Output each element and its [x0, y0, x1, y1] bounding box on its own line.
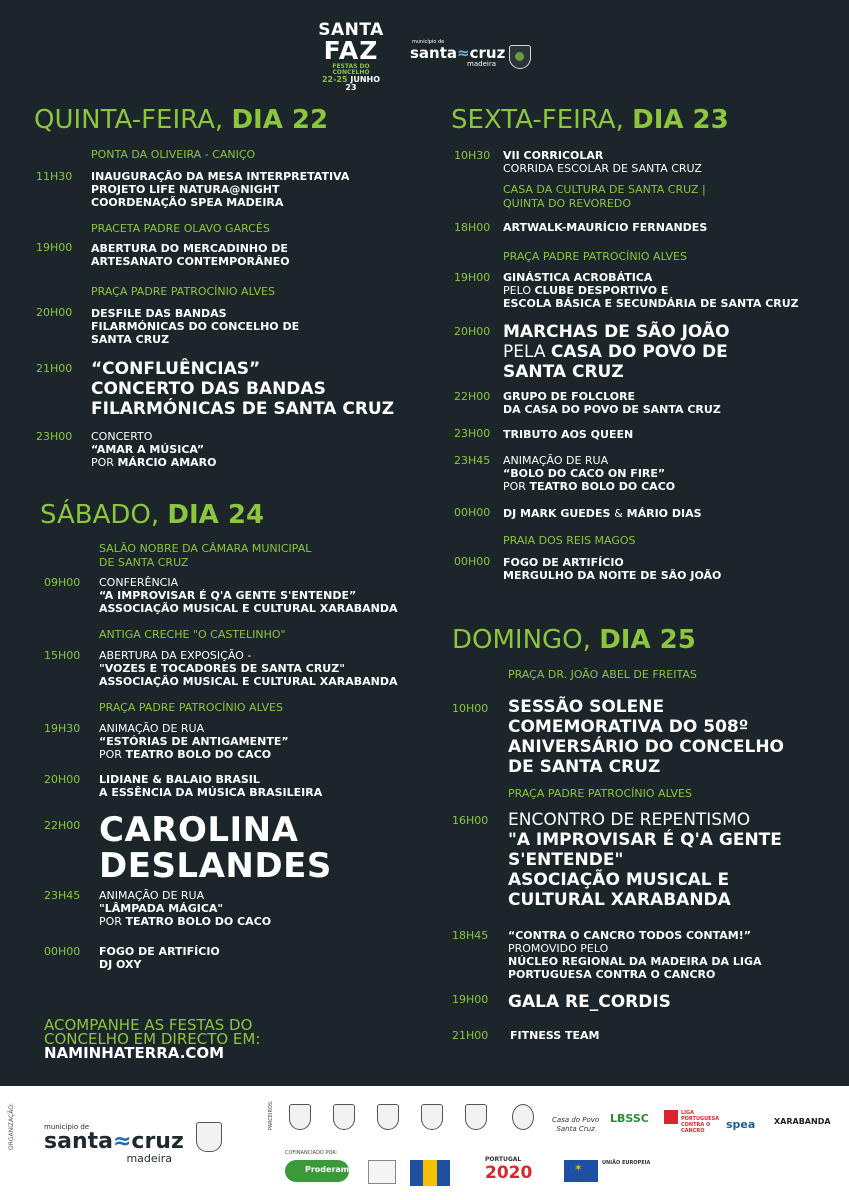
friday-event-4	[503, 322, 730, 382]
friday-event-4-d: SANTA CRUZ	[503, 362, 624, 382]
partners-label: PARCEIROS:	[268, 1100, 274, 1130]
friday-event-8-a: DJ MARK GUEDES	[503, 507, 611, 520]
logo-month: JUNHO	[350, 75, 381, 84]
coat-of-arms-icon	[509, 45, 531, 69]
muni-region: madeira	[467, 60, 496, 68]
saturday-time-7: 00H00	[44, 945, 81, 958]
saturday-event-6-c: POR	[99, 915, 122, 928]
saturday-event-3-c: POR	[99, 748, 122, 761]
logo-date	[316, 76, 386, 92]
footer-municipality-logo	[44, 1123, 184, 1165]
saturday-time-5: 22H00	[44, 819, 81, 832]
saturday-event-1-a: CONFERÊNCIA	[99, 576, 179, 589]
friday-event-7-c: POR	[503, 480, 526, 493]
sunday-title-a: DOMINGO,	[452, 625, 591, 655]
waves-icon: ≈	[457, 44, 470, 62]
madeira-flag-icon	[410, 1160, 450, 1186]
thursday-time-4: 21H00	[36, 362, 73, 375]
friday-event-3-b: PELO	[503, 284, 531, 297]
thursday-event-2: ABERTURA DO MERCADINHO DE ARTESANATO CONTEMPORÂNEO	[91, 242, 290, 268]
partner-xarabanda: XARABANDA	[774, 1117, 831, 1126]
saturday-event-6-a: ANIMAÇÃO DE RUA	[99, 889, 205, 902]
friday-time-8: 00H00	[454, 506, 491, 519]
liga-cancro-icon	[664, 1110, 678, 1124]
thursday-event-5-c: POR	[91, 456, 114, 469]
eu-flag-icon: ✶	[564, 1160, 598, 1182]
friday-location-2: PRAÇA PADRE PATROCÍNIO ALVES	[503, 250, 687, 263]
partner-crest-4-icon	[421, 1104, 443, 1130]
thursday-location-1: PONTA DA OLIVEIRA - CANIÇO	[91, 148, 256, 161]
saturday-event-4: LIDIANE & BALAIO BRASIL A ESSÊNCIA DA MÚSICA BRASILEIRA	[99, 773, 323, 799]
sunday-time-4: 19H00	[452, 993, 489, 1006]
footer-muni-small: município de	[44, 1123, 90, 1131]
thursday-time-1: 11H30	[36, 170, 73, 183]
sunday-event-2-b: "A IMPROVISAR É Q'A GENTE S'ENTENDE" ASOCIAÇÃO MUSICAL E CULTURAL XARABANDA	[508, 830, 782, 910]
friday-event-7-b: “BOLO DO CACO ON FIRE”	[503, 467, 666, 480]
friday-location-3: PRAIA DOS REIS MAGOS	[503, 534, 636, 547]
saturday-event-6	[99, 889, 271, 928]
friday-event-3-a: GINÁSTICA ACROBÁTICA	[503, 271, 653, 284]
saturday-location-3: PRAÇA PADRE PATROCÍNIO ALVES	[99, 701, 283, 714]
friday-event-3-d: ESCOLA BÁSICA E SECUNDÁRIA DE SANTA CRUZ	[503, 297, 799, 310]
follow-text: ACOMPANHE AS FESTAS DO CONCELHO EM DIRECTO EM:	[44, 1016, 261, 1048]
sunday-location-1: PRAÇA DR. JOÃO ABEL DE FREITAS	[508, 668, 697, 681]
thursday-event-5-d: MÁRCIO AMARO	[117, 456, 217, 469]
saturday-event-7: FOGO DE ARTIFÍCIO DJ OXY	[99, 945, 220, 971]
thursday-event-1: INAUGURAÇÃO DA MESA INTERPRETATIVA PROJETO LIFE NATURA@NIGHT COORDENAÇÃO SPEA MADEIRA	[91, 170, 350, 209]
friday-event-1	[503, 149, 702, 175]
partner-crest-3-icon	[377, 1104, 399, 1130]
friday-time-6: 23H00	[454, 427, 491, 440]
friday-event-8	[503, 507, 702, 520]
sunday-event-3	[508, 929, 762, 981]
friday-event-7-a: ANIMAÇÃO DE RUA	[503, 454, 609, 467]
partner-casa-povo-b: Santa Cruz	[556, 1125, 595, 1133]
thursday-event-5	[91, 430, 217, 469]
partner-lbssc: LBSSC	[610, 1112, 649, 1125]
friday-event-9: FOGO DE ARTIFÍCIO MERGULHO DA NOITE DE SÃO JOÃO	[503, 556, 722, 582]
footer-muni-name-a: santa	[44, 1129, 113, 1154]
partner-spea: spea	[726, 1118, 756, 1131]
friday-event-4-a: MARCHAS DE SÃO JOÃO	[503, 322, 730, 342]
friday-time-2: 18H00	[454, 221, 491, 234]
footer-muni-name	[44, 1129, 184, 1154]
friday-time-1: 10H30	[454, 149, 491, 162]
saturday-event-3-b: “ESTÓRIAS DE ANTIGAMENTE”	[99, 735, 289, 748]
friday-title-b: DIA 23	[632, 105, 729, 135]
thursday-time-5: 23H00	[36, 430, 73, 443]
saturday-time-2: 15H00	[44, 649, 81, 662]
sunday-time-3: 18H45	[452, 929, 489, 942]
saturday-time-4: 20H00	[44, 773, 81, 786]
friday-event-8-c: MÁRIO DIAS	[626, 507, 702, 520]
sunday-event-3-b: PROMOVIDO PELO	[508, 942, 609, 955]
muni-name-a: santa	[410, 44, 458, 62]
saturday-title-a: SÁBADO,	[40, 500, 160, 530]
thursday-event-3: DESFILE DAS BANDAS FILARMÓNICAS DO CONCELHO DE SANTA CRUZ	[91, 307, 300, 346]
friday-location-1: CASA DA CULTURA DE SANTA CRUZ | QUINTA DO REVOREDO	[503, 183, 706, 210]
sunday-time-5: 21H00	[452, 1029, 489, 1042]
saturday-time-6: 23H45	[44, 889, 81, 902]
portugal-2020-logo	[465, 1156, 551, 1186]
logo-line2: FAZ	[323, 36, 379, 65]
saturday-event-2	[99, 649, 398, 688]
logo-date-range: 22-25	[321, 75, 348, 84]
saturday-title-b: DIA 24	[167, 500, 265, 530]
saturday-event-2-b: "VOZES E TOCADORES DE SANTA CRUZ" ASSOCIAÇÃO MUSICAL E CULTURAL XARABANDA	[99, 662, 398, 688]
sunday-event-1: SESSÃO SOLENE COMEMORATIVA DO 508º ANIVERSÁRIO DO CONCELHO DE SANTA CRUZ	[508, 697, 784, 777]
footer-muni-region: madeira	[126, 1152, 172, 1165]
portugal-text: PORTUGAL	[485, 1156, 522, 1163]
logo-line3: FESTAS DO CONCELHO	[332, 63, 370, 76]
footer-muni-name-b: cruz	[131, 1129, 184, 1154]
friday-time-9: 00H00	[454, 555, 491, 568]
saturday-event-3-d: TEATRO BOLO DO CACO	[125, 748, 272, 761]
friday-event-1-a: VII CORRICOLAR	[503, 149, 604, 162]
sunday-title	[452, 627, 696, 653]
festival-logo	[316, 22, 386, 92]
2020-text: 2020	[485, 1163, 533, 1183]
saturday-event-6-b: "LÂMPADA MÁGICA"	[99, 902, 224, 915]
friday-event-8-b: &	[614, 507, 623, 520]
saturday-title	[40, 502, 264, 528]
thursday-location-3: PRAÇA PADRE PATROCÍNIO ALVES	[91, 285, 275, 298]
muni-small-label: município de	[412, 39, 445, 45]
friday-event-4-c: CASA DO POVO DE	[550, 342, 728, 362]
partner-crest-2-icon	[333, 1104, 355, 1130]
friday-title	[451, 107, 729, 133]
friday-event-3	[503, 271, 799, 310]
sunday-event-5: FITNESS TEAM	[510, 1029, 600, 1042]
saturday-time-1: 09H00	[44, 576, 81, 589]
saturday-event-2-a: ABERTURA DA EXPOSIÇÃO -	[99, 649, 252, 662]
sunday-title-b: DIA 25	[599, 625, 696, 655]
thursday-location-2: PRACETA PADRE OLAVO GARCÊS	[91, 222, 270, 235]
partner-seal-icon	[512, 1104, 534, 1130]
municipality-logo	[410, 39, 506, 68]
sunday-event-2-a: ENCONTRO DE REPENTISMO	[508, 810, 751, 830]
friday-event-6: TRIBUTO AOS QUEEN	[503, 428, 634, 441]
waves-icon: ≈	[112, 1129, 132, 1154]
thursday-event-5-a: CONCERTO	[91, 430, 153, 443]
friday-time-4: 20H00	[454, 325, 491, 338]
thursday-title-b: DIA 22	[231, 105, 329, 135]
muni-name-b: cruz	[469, 44, 506, 62]
friday-event-4-b: PELA	[503, 342, 546, 362]
partner-crest-5-icon	[465, 1104, 487, 1130]
friday-event-3-c: CLUBE DESPORTIVO E	[534, 284, 669, 297]
saturday-event-1	[99, 576, 398, 615]
saturday-location-2: ANTIGA CRECHE "O CASTELINHO"	[99, 628, 286, 641]
thursday-time-2: 19H00	[36, 241, 73, 254]
friday-time-5: 22H00	[454, 390, 491, 403]
organization-label: ORGANIZAÇÃO:	[8, 1103, 15, 1150]
thursday-title	[34, 107, 328, 133]
proderam-text: Proderam	[305, 1165, 350, 1174]
coat-of-arms-icon	[196, 1122, 222, 1152]
saturday-time-3: 19H30	[44, 722, 81, 735]
saturday-event-5: CAROLINA DESLANDES	[99, 810, 332, 886]
partner-casa-povo-a: Casa do Povo	[552, 1116, 600, 1124]
friday-event-7	[503, 454, 675, 493]
thursday-time-3: 20H00	[36, 306, 73, 319]
friday-event-5: GRUPO DE FOLCLORE DA CASA DO POVO DE SANTA CRUZ	[503, 390, 721, 416]
thursday-event-4: “CONFLUÊNCIAS” CONCERTO DAS BANDAS FILARMÓNICAS DE SANTA CRUZ	[91, 359, 395, 419]
leader-logo-icon	[368, 1160, 396, 1184]
sunday-event-2	[508, 810, 782, 910]
friday-title-a: SEXTA-FEIRA,	[451, 105, 624, 135]
sunday-location-2: PRAÇA PADRE PATROCÍNIO ALVES	[508, 787, 692, 800]
website-link[interactable]: NAMINHATERRA.COM	[44, 1044, 225, 1062]
thursday-event-5-b: “AMAR A MÚSICA”	[91, 443, 205, 456]
logo-year: 23	[345, 83, 357, 92]
friday-event-2: ARTWALK-MAURÍCIO FERNANDES	[503, 221, 708, 234]
friday-time-7: 23H45	[454, 454, 491, 467]
partner-liga: LIGA PORTUGUESA CONTRA O CANCRO	[681, 1110, 720, 1134]
sunday-event-3-a: “CONTRA O CANCRO TODOS CONTAM!”	[508, 929, 751, 942]
saturday-event-6-d: TEATRO BOLO DO CACO	[125, 915, 272, 928]
proderam-logo	[285, 1160, 349, 1182]
eu-text: UNIÃO EUROPEIA	[602, 1160, 651, 1166]
saturday-event-1-b: “A IMPROVISAR É Q'A GENTE S'ENTENDE” ASSOCIAÇÃO MUSICAL E CULTURAL XARABANDA	[99, 589, 398, 615]
thursday-title-a: QUINTA-FEIRA,	[34, 105, 224, 135]
saturday-location-1: SALÃO NOBRE DA CÂMARA MUNICIPAL DE SANTA CRUZ	[99, 542, 312, 569]
saturday-event-3	[99, 722, 289, 761]
sunday-event-3-c: NÚCLEO REGIONAL DA MADEIRA DA LIGA PORTUGUESA CONTRA O CANCRO	[508, 955, 762, 981]
cofinanced-label: COFINANCIADO POR:	[285, 1150, 338, 1156]
partner-casa-povo	[552, 1116, 599, 1134]
sunday-time-1: 10H00	[452, 702, 489, 715]
sunday-event-4: GALA RE_CORDIS	[508, 992, 671, 1012]
friday-time-3: 19H00	[454, 271, 491, 284]
partner-crest-1-icon	[289, 1104, 311, 1130]
sunday-time-2: 16H00	[452, 814, 489, 827]
friday-event-1-b: CORRIDA ESCOLAR DE SANTA CRUZ	[503, 162, 702, 175]
friday-event-7-d: TEATRO BOLO DO CACO	[529, 480, 676, 493]
saturday-event-3-a: ANIMAÇÃO DE RUA	[99, 722, 205, 735]
logo-line1: SANTA	[318, 20, 384, 40]
